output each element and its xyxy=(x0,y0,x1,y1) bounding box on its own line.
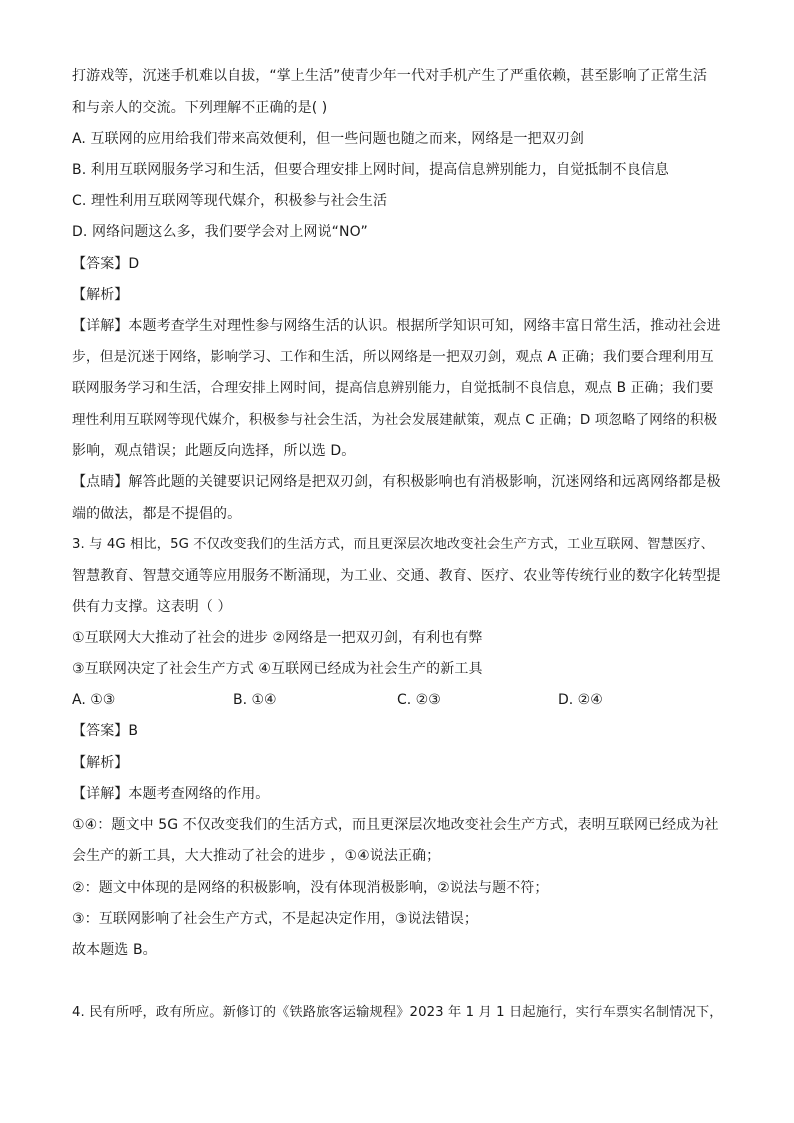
q2-detail-line-1: 【详解】本题考查学生对理性参与网络生活的认识。根据所学知识可知，网络丰富日常生活，推动社会进 xyxy=(72,318,721,334)
q4-stem-line-1: 4. 民有所呼，政有所应。新修订的《铁路旅客运输规程》2023 年 1 月 1 日起施行，实行车票实名制情况下， xyxy=(72,1005,723,1020)
q2-answer: 【答案】D xyxy=(72,256,140,272)
q3-detail-line-2: ①④：题文中 5G 不仅改变我们的生活方式，而且更深层次地改变社会生产方式，表明互联网已经成为社 xyxy=(72,817,719,833)
q3-choice-b: B. ①④ xyxy=(233,692,277,708)
q3-detail-line-4: ②：题文中体现的是网络的积极影响，没有体现消极影响，②说法与题不符； xyxy=(72,880,549,896)
q3-stem-line-1: 3. 与 4G 相比，5G 不仅改变我们的生活方式，而且更深层次地改变社会生产方式，工业互联网、智慧医疗、 xyxy=(72,537,714,552)
q3-stem-line-3: 供有力支撑。这表明（ ） xyxy=(72,599,232,615)
q3-choice-d: D. ②④ xyxy=(558,692,603,708)
q3-statements-line-2: ③互联网决定了社会生产方式 ④互联网已经成为社会生产的新工具 xyxy=(72,661,483,677)
q2-tip-line-1: 【点睛】解答此题的关键要识记网络是把双刃剑，有积极影响也有消极影响，沉迷网络和远离网络都是极 xyxy=(72,474,721,490)
q3-detail-line-3: 会生产的新工具，大大推动了社会的进步 ，①④说法正确； xyxy=(72,848,441,864)
q3-choice-a: A. ①③ xyxy=(72,692,116,708)
q3-choice-c: C. ②③ xyxy=(397,692,441,708)
q2-option-a: A. 互联网的应用给我们带来高效便利，但一些问题也随之而来，网络是一把双刃剑 xyxy=(72,131,585,147)
q2-detail-line-5: 影响，观点错误；此题反向选择，所以选 D。 xyxy=(72,443,356,459)
q2-tip-line-2: 端的做法，都是不提倡的。 xyxy=(72,506,242,522)
q2-analysis-heading: 【解析】 xyxy=(72,287,129,303)
q2-stem-line-2: 和与亲人的交流。下列理解不正确的是( ) xyxy=(72,100,328,116)
q3-analysis-heading: 【解析】 xyxy=(72,755,129,771)
q2-stem-line-1: 打游戏等，沉迷手机难以自拔，“掌上生活”使青少年一代对手机产生了严重依赖，甚至影响了正常生活 xyxy=(72,68,708,84)
q3-detail-line-5: ③：互联网影响了社会生产方式，不是起决定作用，③说法错误； xyxy=(72,911,478,927)
q2-option-b: B. 利用互联网服务学习和生活，但要合理安排上网时间，提高信息辨别能力，自觉抵制不良信息 xyxy=(72,162,669,178)
q3-statements-line-1: ①互联网大大推动了社会的进步 ②网络是一把双刃剑，有利也有弊 xyxy=(72,630,483,646)
q2-detail-line-2: 步，但是沉迷于网络，影响学习、工作和生活，所以网络是一把双刃剑，观点 A 正确；我们要合理利用互 xyxy=(72,349,714,365)
q3-answer: 【答案】B xyxy=(72,723,139,739)
q2-detail-line-3: 联网服务学习和生活，合理安排上网时间，提高信息辨别能力，自觉抵制不良信息，观点 B 正确；我们要 xyxy=(72,380,714,396)
q3-stem-line-2: 智慧教育、智慧交通等应用服务不断涌现，为工业、交通、教育、医疗、农业等传统行业的数字化转型提 xyxy=(72,568,721,584)
q3-detail-line-1: 【详解】本题考查网络的作用。 xyxy=(72,786,270,802)
q2-detail-line-4: 理性利用互联网等现代媒介，积极参与社会生活，为社会发展建献策，观点 C 正确；D 项忽略了网络的积极 xyxy=(72,412,718,428)
q2-option-d: D. 网络问题这么多，我们要学会对上网说“NO” xyxy=(72,224,368,240)
q3-detail-line-6: 故本题选 B。 xyxy=(72,942,157,958)
q2-option-c: C. 理性利用互联网等现代媒介，积极参与社会生活 xyxy=(72,193,388,209)
